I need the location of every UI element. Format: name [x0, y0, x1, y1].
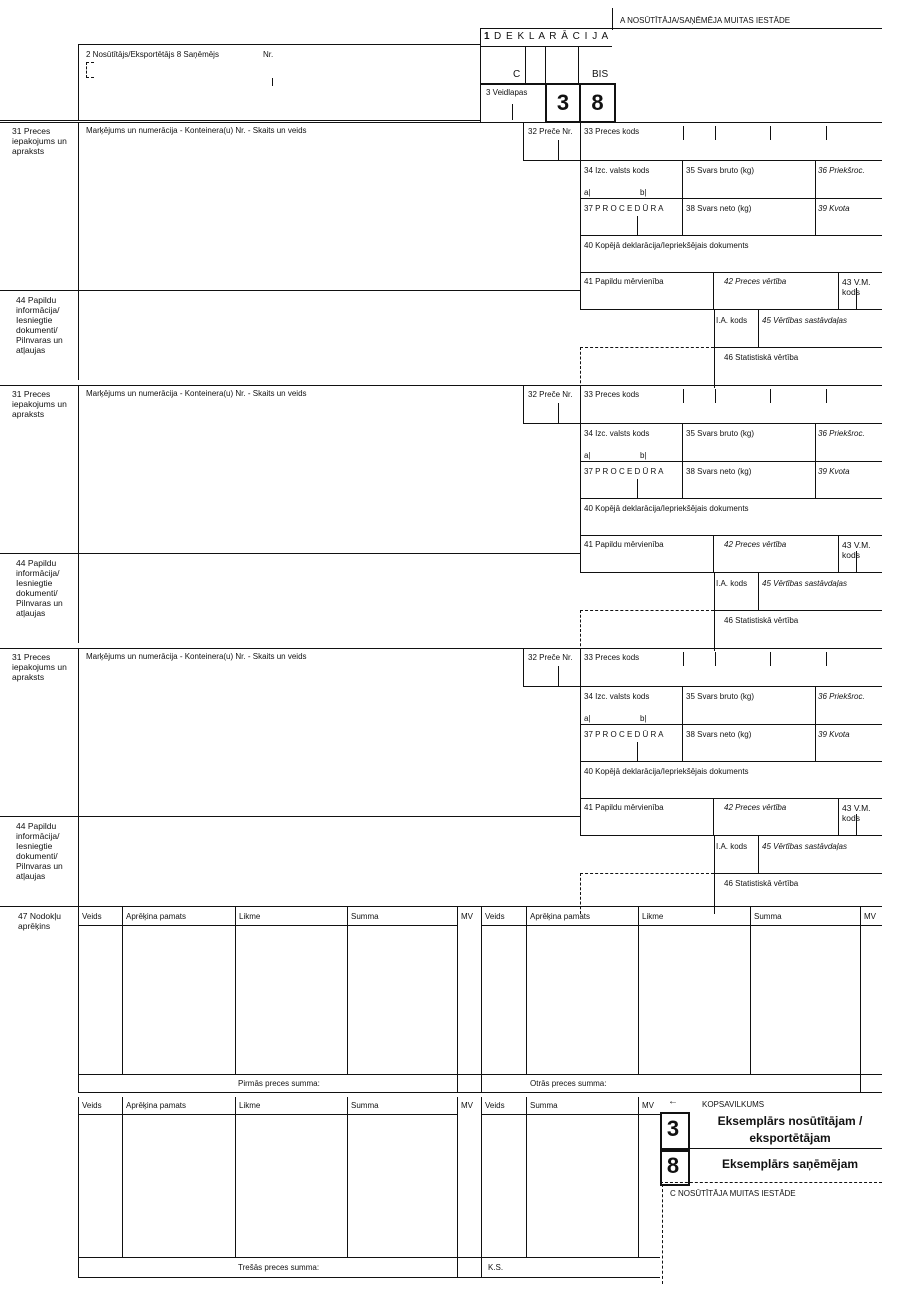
box43-label-3: 43 V.M. kods	[842, 803, 871, 823]
tax2-summa: Summa	[754, 912, 782, 921]
copy-number-3: 3	[545, 83, 581, 123]
tax2-mv: MV	[864, 912, 876, 921]
box40-label-3: 40 Kopējā deklarācija/Iepriekšējais dokuments	[584, 767, 749, 776]
copy3-line2: eksportētājam	[749, 1131, 831, 1145]
box37-label-2: 37 P R O C E D Ū R A	[584, 467, 664, 476]
box42-label-3: 42 Preces vērtība	[724, 803, 787, 812]
ia-code-label-3: I.A. kods	[716, 842, 748, 851]
copy-box-3: 3	[666, 1116, 680, 1141]
tax3-mv: MV	[461, 1101, 473, 1110]
box39-label-2: 39 Kvota	[818, 467, 850, 476]
tax1-summa: Summa	[351, 912, 379, 921]
third-item-total-label: Trešās preces summa:	[238, 1263, 320, 1272]
box40-label-1: 40 Kopējā deklarācija/Iepriekšējais dokuments	[584, 241, 749, 250]
summary-mv: MV	[642, 1101, 654, 1110]
box32-label-3: 32 Preče Nr.	[528, 653, 573, 662]
box31-label-3: 31 Preces iepakojums un apraksts	[12, 652, 67, 682]
box1-bis-label: BIS	[592, 69, 609, 80]
box33-label-3: 33 Preces kods	[584, 653, 640, 662]
box41-label-3: 41 Papildu mērvienība	[584, 803, 664, 812]
second-item-total-label: Otrās preces summa:	[530, 1079, 607, 1088]
box-c-label: C NOSŪTĪTĀJA MUITAS IESTĀDE	[670, 1189, 796, 1198]
box38-label-3: 38 Svars neto (kg)	[686, 730, 752, 739]
tax1-likme: Likme	[239, 912, 261, 921]
box45-label-3: 45 Vērtības sastāvdaļas	[762, 842, 847, 851]
copy8-label: Eksemplārs saņēmējam	[721, 1157, 859, 1171]
box3-label: 3 Veidlapas	[486, 88, 528, 97]
box-a-label: A NOSŪTĪTĀJA/SAŅĒMĒJA MUITAS IESTĀDE	[620, 16, 791, 25]
box2-label: 2 Nosūtītājs/Eksportētājs 8 Saņēmējs	[86, 50, 219, 59]
box31-label-1: 31 Preces iepakojums un apraksts	[12, 126, 67, 156]
box35-label-2: 35 Svars bruto (kg)	[686, 429, 755, 438]
tax3-summa: Summa	[351, 1101, 379, 1110]
tax3-veids: Veids	[82, 1101, 102, 1110]
box39-label-3: 39 Kvota	[818, 730, 850, 739]
box44-label-2: 44 Papildu informācija/ Iesniegtie dokumenti/ Pilnvaras un atļaujas	[16, 558, 63, 618]
copy-box-8: 8	[666, 1153, 680, 1178]
tax2-likme: Likme	[642, 912, 664, 921]
box31-header-3: Marķējums un numerācija - Konteinera(u) Nr. - Skaits un veids	[86, 652, 307, 661]
copy-number-8: 8	[579, 83, 616, 123]
box39-label-1: 39 Kvota	[818, 204, 850, 213]
box46-label-3: 46 Statistiskā vērtība	[724, 879, 799, 888]
box36-label-3: 36 Priekšroc.	[818, 692, 865, 701]
box34-label-1: 34 Izc. valsts kods	[584, 166, 650, 175]
ks-label: K.S.	[488, 1263, 504, 1272]
box34-label-2: 34 Izc. valsts kods	[584, 429, 650, 438]
box1-number: 1	[484, 31, 490, 42]
box34-label-3: 34 Izc. valsts kods	[584, 692, 650, 701]
box45-label-2: 45 Vērtības sastāvdaļas	[762, 579, 847, 588]
box45-label-1: 45 Vērtības sastāvdaļas	[762, 316, 847, 325]
box44-label-1: 44 Papildu informācija/ Iesniegtie dokumenti/ Pilnvaras un atļaujas	[16, 295, 63, 355]
box33-label-1: 33 Preces kods	[584, 127, 640, 136]
box34a-label-2: a|	[584, 451, 591, 460]
tax3-pamats: Aprēķina pamats	[126, 1101, 187, 1110]
summary-summa: Summa	[530, 1101, 558, 1110]
box42-label-2: 42 Preces vērtība	[724, 540, 787, 549]
box46-label-1: 46 Statistiskā vērtība	[724, 353, 799, 362]
box36-label-1: 36 Priekšroc.	[818, 166, 865, 175]
box34a-label-1: a|	[584, 188, 591, 197]
box41-label-1: 41 Papildu mērvienība	[584, 277, 664, 286]
summary-veids: Veids	[485, 1101, 505, 1110]
checkbox-mark	[86, 62, 94, 78]
box41-label-2: 41 Papildu mērvienība	[584, 540, 664, 549]
box2-nr-label: Nr.	[263, 50, 274, 59]
box47-label: 47 Nodokļu aprēķins	[18, 911, 62, 931]
tax1-pamats: Aprēķina pamats	[126, 912, 187, 921]
box38-label-1: 38 Svars neto (kg)	[686, 204, 752, 213]
box43-label-1: 43 V.M. kods	[842, 277, 871, 297]
box31-header-1: Marķējums un numerācija - Konteinera(u) Nr. - Skaits un veids	[86, 126, 307, 135]
box42-label-1: 42 Preces vērtība	[724, 277, 787, 286]
box35-label-3: 35 Svars bruto (kg)	[686, 692, 755, 701]
box32-label-1: 32 Preče Nr.	[528, 127, 573, 136]
box31-header-2: Marķējums un numerācija - Konteinera(u) Nr. - Skaits un veids	[86, 389, 307, 398]
box1-c-label: C	[513, 69, 521, 80]
box34a-label-3: a|	[584, 714, 591, 723]
box33-label-2: 33 Preces kods	[584, 390, 640, 399]
arrow-left-icon: ←	[668, 1096, 678, 1107]
first-item-total-label: Pirmās preces summa:	[238, 1079, 320, 1088]
tax1-veids: Veids	[82, 912, 102, 921]
tax2-veids: Veids	[485, 912, 505, 921]
box34b-label-1: b|	[640, 188, 647, 197]
box43-label-2: 43 V.M. kods	[842, 540, 871, 560]
box1-title: D E K L A R Ā C I J A	[494, 31, 610, 42]
box34b-label-2: b|	[640, 451, 647, 460]
box40-label-2: 40 Kopējā deklarācija/Iepriekšējais dokuments	[584, 504, 749, 513]
tax1-mv: MV	[461, 912, 473, 921]
box35-label-1: 35 Svars bruto (kg)	[686, 166, 755, 175]
box31-label-2: 31 Preces iepakojums un apraksts	[12, 389, 67, 419]
kopsavilkums-label: KOPSAVILKUMS	[702, 1100, 765, 1109]
box32-label-2: 32 Preče Nr.	[528, 390, 573, 399]
box46-label-2: 46 Statistiskā vērtība	[724, 616, 799, 625]
copy3-line1: Eksemplārs nosūtītājam /	[717, 1114, 863, 1128]
box37-label-3: 37 P R O C E D Ū R A	[584, 730, 664, 739]
ia-code-label-2: I.A. kods	[716, 579, 748, 588]
tax3-likme: Likme	[239, 1101, 261, 1110]
tax2-pamats: Aprēķina pamats	[530, 912, 591, 921]
box37-label-1: 37 P R O C E D Ū R A	[584, 204, 664, 213]
ia-code-label-1: I.A. kods	[716, 316, 748, 325]
box44-label-3: 44 Papildu informācija/ Iesniegtie dokumenti/ Pilnvaras un atļaujas	[16, 821, 63, 881]
box38-label-2: 38 Svars neto (kg)	[686, 467, 752, 476]
box34b-label-3: b|	[640, 714, 647, 723]
box36-label-2: 36 Priekšroc.	[818, 429, 865, 438]
